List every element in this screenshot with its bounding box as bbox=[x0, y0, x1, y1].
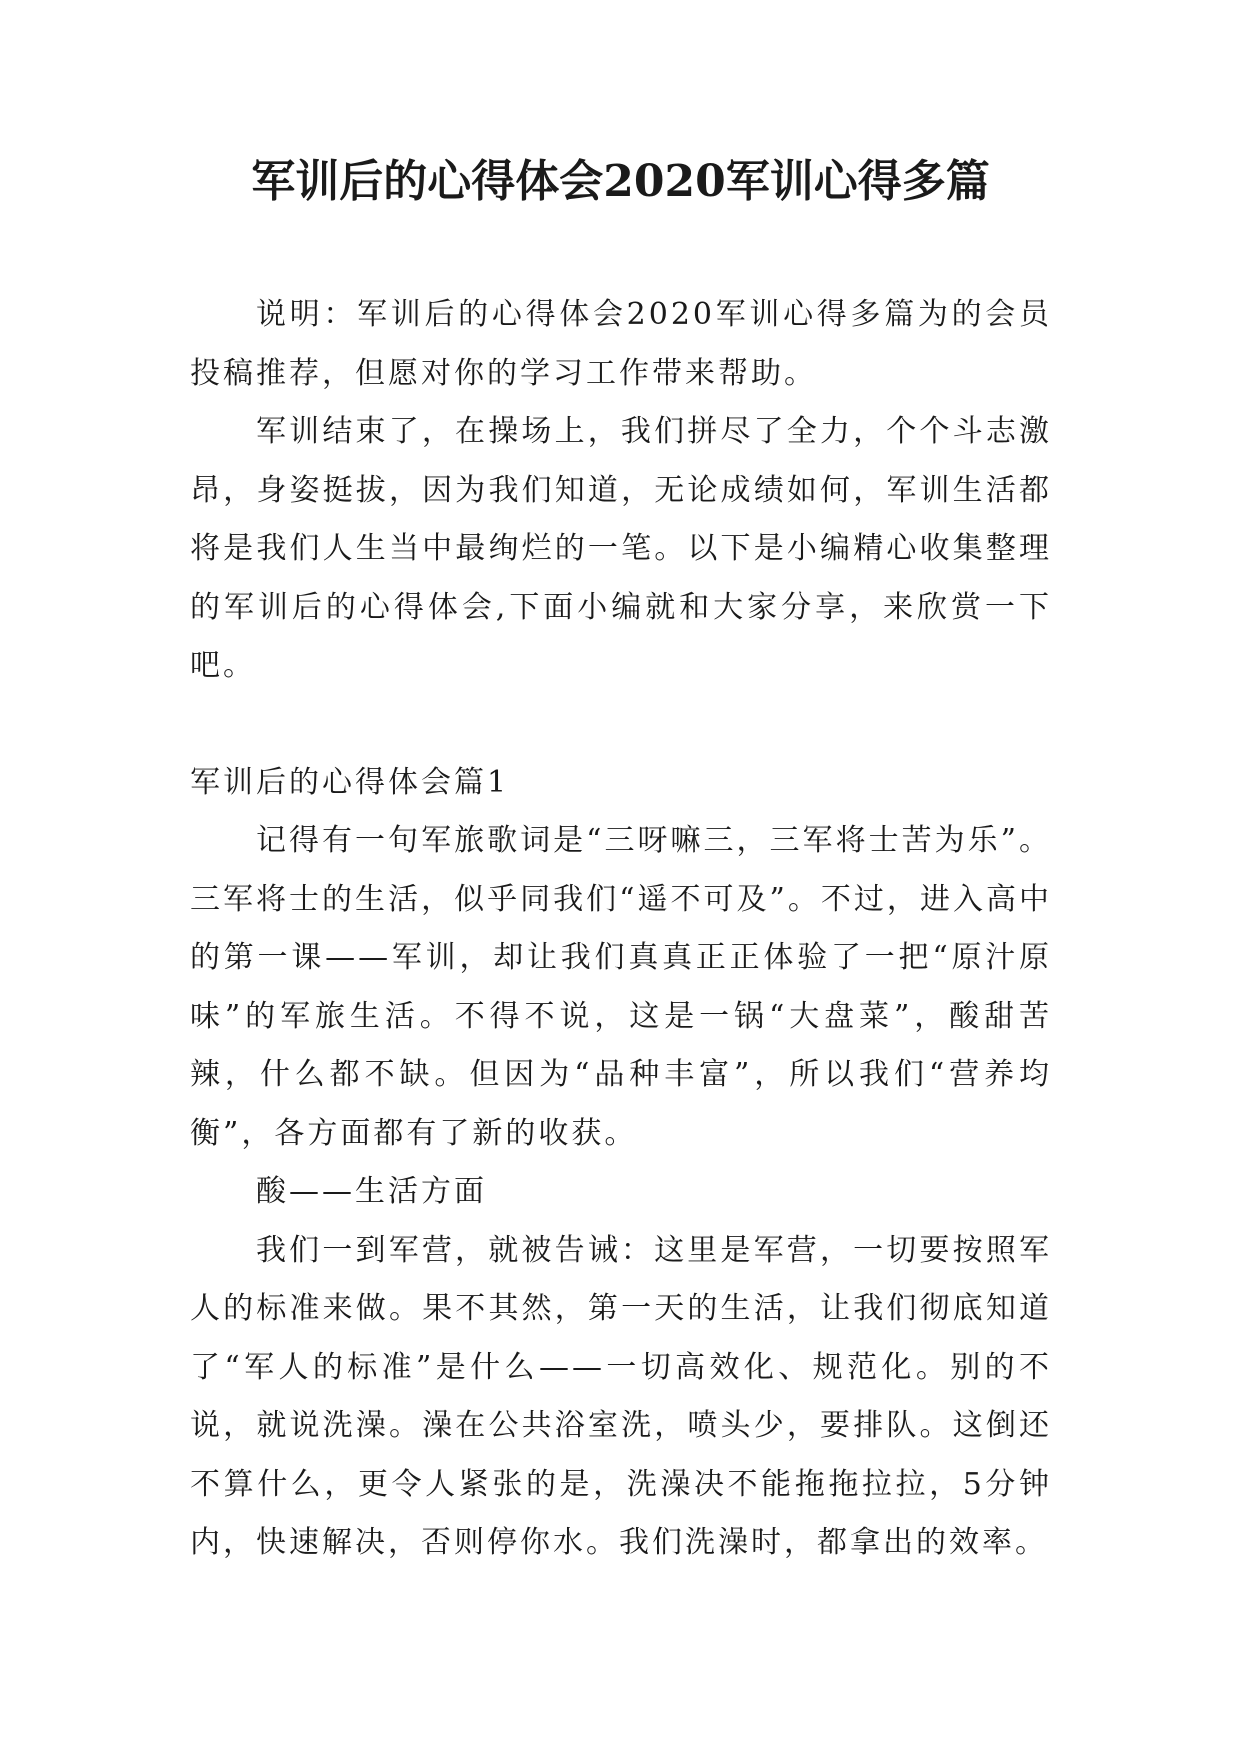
subsection-heading: 酸——生活方面 bbox=[256, 1174, 487, 1209]
section-paragraph: 我们一到军营，就被告诫：这里是军营，一切要按照军人的标准来做。果不其然，第一天的生活，让我们彻底知道了“军人的标准”是什么——一切高效化、规范化。别的不说，就说洗澡。澡在公共浴室洗，喷头少，要排队。这倒还不算什么，更令人紧张的是，洗澡决不能拖拖拉拉，5分钟内，快速解决，否则停你水。我们洗澡时，都拿出的效率。 bbox=[190, 1232, 1052, 1560]
document-body bbox=[190, 286, 1052, 1573]
intro-paragraph-note: 说明：军训后的心得体会2020军训心得多篇为的会员投稿推荐，但愿对你的学习工作带来帮助。 bbox=[190, 297, 1052, 391]
section-heading: 军训后的心得体会篇1 bbox=[190, 764, 510, 800]
intro-paragraph: 军训结束了，在操场上，我们拼尽了全力，个个斗志激昂，身姿挺拔，因为我们知道，无论成绩如何，军训生活都将是我们人生当中最绚烂的一笔。以下是小编精心收集整理的军训后的心得体会,下面小编就和大家分享，来欣赏一下吧。 bbox=[190, 414, 1052, 683]
document-title: 军训后的心得体会2020军训心得多篇 bbox=[251, 156, 990, 207]
section-paragraph: 记得有一句军旅歌词是“三呀嘛三，三军将士苦为乐”。三军将士的生活，似乎同我们“遥不可及”。不过，进入高中的第一课——军训，却让我们真真正正体验了一把“原汁原味”的军旅生活。不得不说，这是一锅“大盘菜”，酸甜苦辣，什么都不缺。但因为“品种丰富”，所以我们“营养均衡”，各方面都有了新的收获。 bbox=[190, 823, 1052, 1151]
